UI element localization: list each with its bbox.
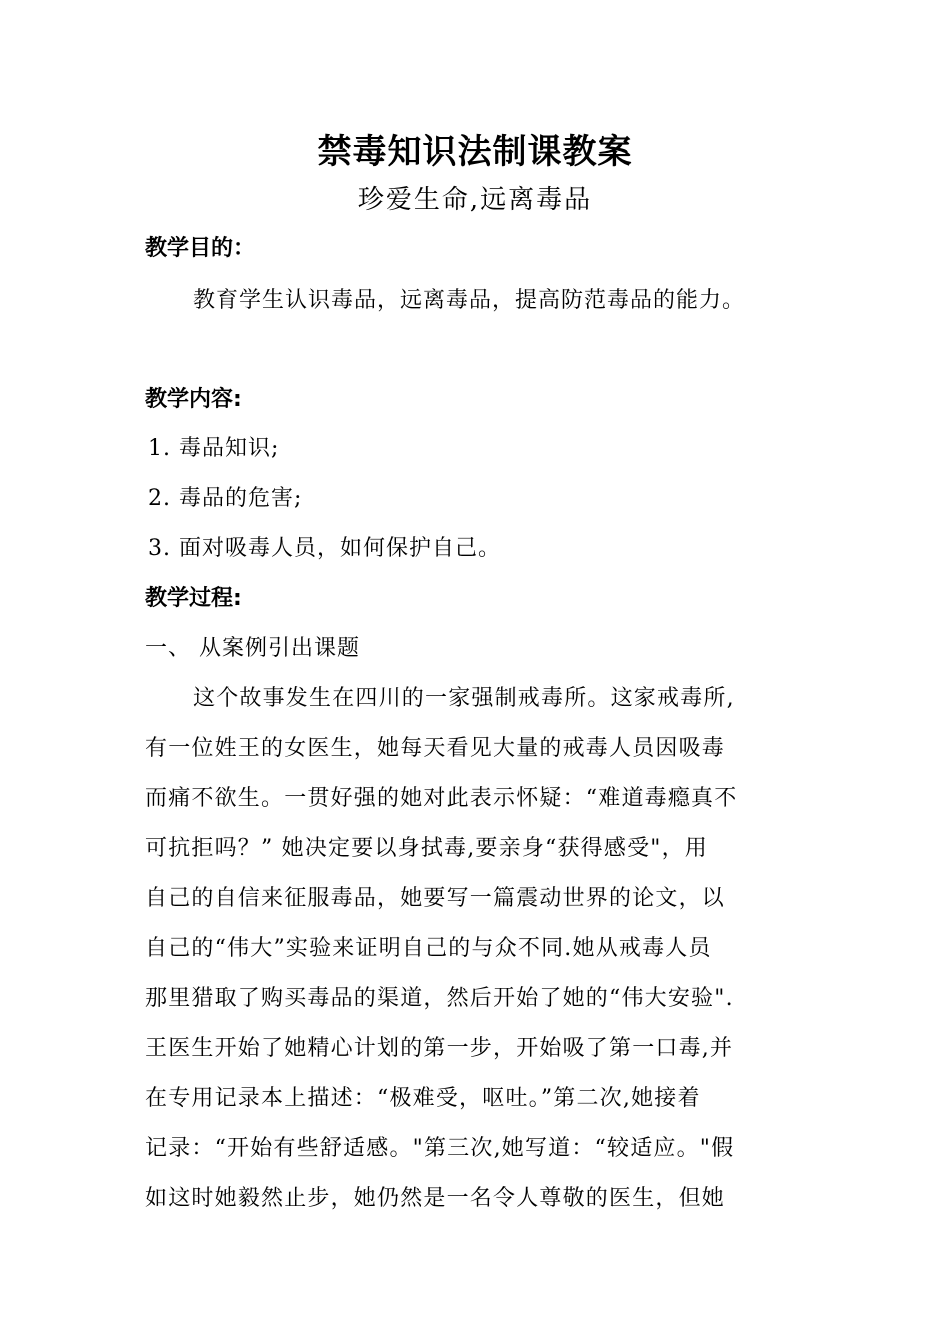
process-section-1: 一、 从案例引出课题 [145,636,360,661]
goal-heading: 教学目的： [145,236,256,261]
content-item-2: 2. 毒品的危害; [148,486,303,511]
page-subtitle: 珍爱生命,远离毒品 [357,185,593,215]
story-line-10: 记录：“开始有些舒适感。"第三次,她写道：“较适应。"假 [145,1136,735,1161]
story-line-8: 王医生开始了她精心计划的第一步，开始吸了第一口毒,并 [145,1036,734,1061]
process-heading: 教学过程: [145,586,242,611]
content-item-1: 1. 毒品知识; [148,436,280,461]
page-title: 禁毒知识法制课教案 [317,132,633,172]
content-heading: 教学内容: [145,387,242,412]
story-line-6: 自己的“伟大”实验来证明自己的与众不同.她从戒毒人员 [145,936,712,961]
goal-text: 教育学生认识毒品，远离毒品，提高防范毒品的能力。 [193,288,746,313]
story-line-11: 如这时她毅然止步，她仍然是一名令人尊敬的医生，但她 [145,1186,726,1211]
story-line-1: 这个故事发生在四川的一家强制戒毒所。这家戒毒所, [193,686,735,711]
story-line-3: 而痛不欲生。一贯好强的她对此表示怀疑：“难道毒瘾真不 [145,786,738,811]
story-line-4: 可抗拒吗？” 她决定要以身拭毒,要亲身“获得感受"，用 [145,836,709,861]
story-line-5: 自己的自信来征服毒品，她要写一篇震动世界的论文，以 [145,886,726,911]
story-line-7: 那里猎取了购买毒品的渠道，然后开始了她的“伟大安验". [145,986,734,1011]
story-line-9: 在专用记录本上描述：“极难受，呕吐。”第二次,她接着 [145,1086,701,1111]
story-line-2: 有一位姓王的女医生，她每天看见大量的戒毒人员因吸毒 [145,736,726,761]
content-item-3: 3. 面对吸毒人员，如何保护自己。 [148,536,501,561]
